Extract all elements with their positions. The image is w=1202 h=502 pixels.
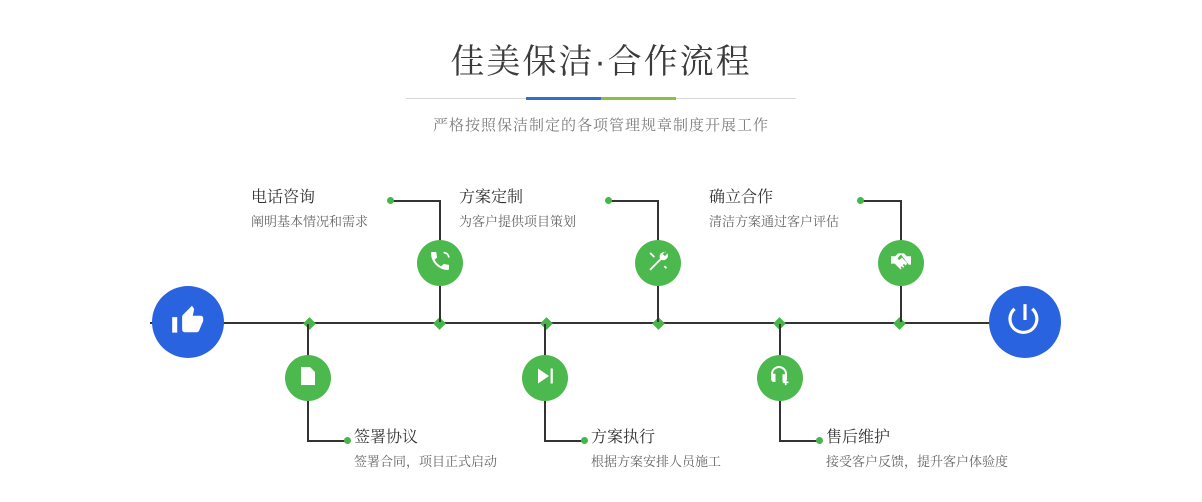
axis-marker (652, 317, 665, 330)
connector-vertical (900, 286, 902, 322)
handshake-icon (889, 249, 913, 278)
axis-marker (540, 317, 553, 330)
step-label-after-sales (826, 428, 1008, 472)
connector-horizontal (779, 440, 819, 442)
step-label-phone-consult (251, 188, 368, 232)
step-label-plan-execution (591, 428, 721, 472)
header (0, 0, 1202, 135)
timeline-axis (150, 322, 1055, 324)
step-node-establish-cooperation[interactable] (878, 240, 924, 286)
start-endpoint (152, 286, 224, 358)
connector-vertical (307, 401, 309, 441)
phone-call-icon (428, 249, 452, 278)
connector-end-dot (605, 197, 612, 204)
tools-icon (646, 249, 670, 278)
connector-vertical (307, 324, 309, 355)
step-label-plan-customization (459, 188, 576, 232)
connector-horizontal (860, 200, 901, 202)
step-desc: 阐明基本情况和需求 (251, 214, 369, 229)
connector-horizontal (544, 440, 584, 442)
step-title: 电话咨询 (251, 189, 316, 206)
document-edit-icon (296, 364, 320, 393)
step-title: 售后维护 (826, 429, 891, 446)
connector-vertical (779, 324, 781, 355)
connector-vertical (779, 401, 781, 441)
connector-vertical (544, 401, 546, 441)
power-icon (1006, 301, 1044, 344)
step-label-establish-cooperation (709, 188, 839, 232)
connector-vertical (439, 200, 441, 240)
step-desc: 为客户提供项目策划 (459, 214, 577, 229)
step-desc: 接受客户反馈，提升客户体验度 (826, 454, 1009, 469)
headset-support-icon (768, 364, 792, 393)
step-title: 确立合作 (709, 189, 774, 206)
connector-horizontal (608, 200, 658, 202)
step-desc: 根据方案安排人员施工 (591, 454, 722, 469)
step-label-sign-agreement (354, 428, 497, 472)
title-divider (406, 97, 796, 100)
axis-marker (303, 317, 316, 330)
step-title: 方案定制 (459, 189, 524, 206)
step-title: 签署协议 (354, 429, 419, 446)
connector-end-dot (816, 437, 823, 444)
step-desc: 清洁方案通过客户评估 (709, 214, 840, 229)
step-node-sign-agreement[interactable] (285, 355, 331, 401)
step-desc: 签署合同，项目正式启动 (354, 454, 498, 469)
connector-vertical (657, 200, 659, 240)
page-subtitle: 严格按照保洁制定的各项管理规章制度开展工作 (432, 116, 769, 134)
step-title: 方案执行 (591, 429, 656, 446)
connector-end-dot (387, 197, 394, 204)
divider-blue-segment (526, 97, 601, 100)
connector-end-dot (344, 437, 351, 444)
divider-green-segment (601, 97, 676, 100)
step-node-after-sales[interactable] (757, 355, 803, 401)
step-node-phone-consult[interactable] (417, 240, 463, 286)
step-node-plan-customization[interactable] (635, 240, 681, 286)
connector-end-dot (581, 437, 588, 444)
connector-vertical (439, 286, 441, 322)
connector-end-dot (857, 197, 864, 204)
end-endpoint (989, 286, 1061, 358)
connector-horizontal (390, 200, 440, 202)
page-title: 佳美保洁·合作流程 (450, 43, 752, 81)
connector-vertical (544, 324, 546, 355)
play-forward-icon (533, 364, 557, 393)
step-node-plan-execution[interactable] (522, 355, 568, 401)
connector-horizontal (307, 440, 347, 442)
connector-vertical (657, 286, 659, 322)
thumbs-up-icon (169, 301, 207, 344)
connector-vertical (900, 200, 902, 240)
